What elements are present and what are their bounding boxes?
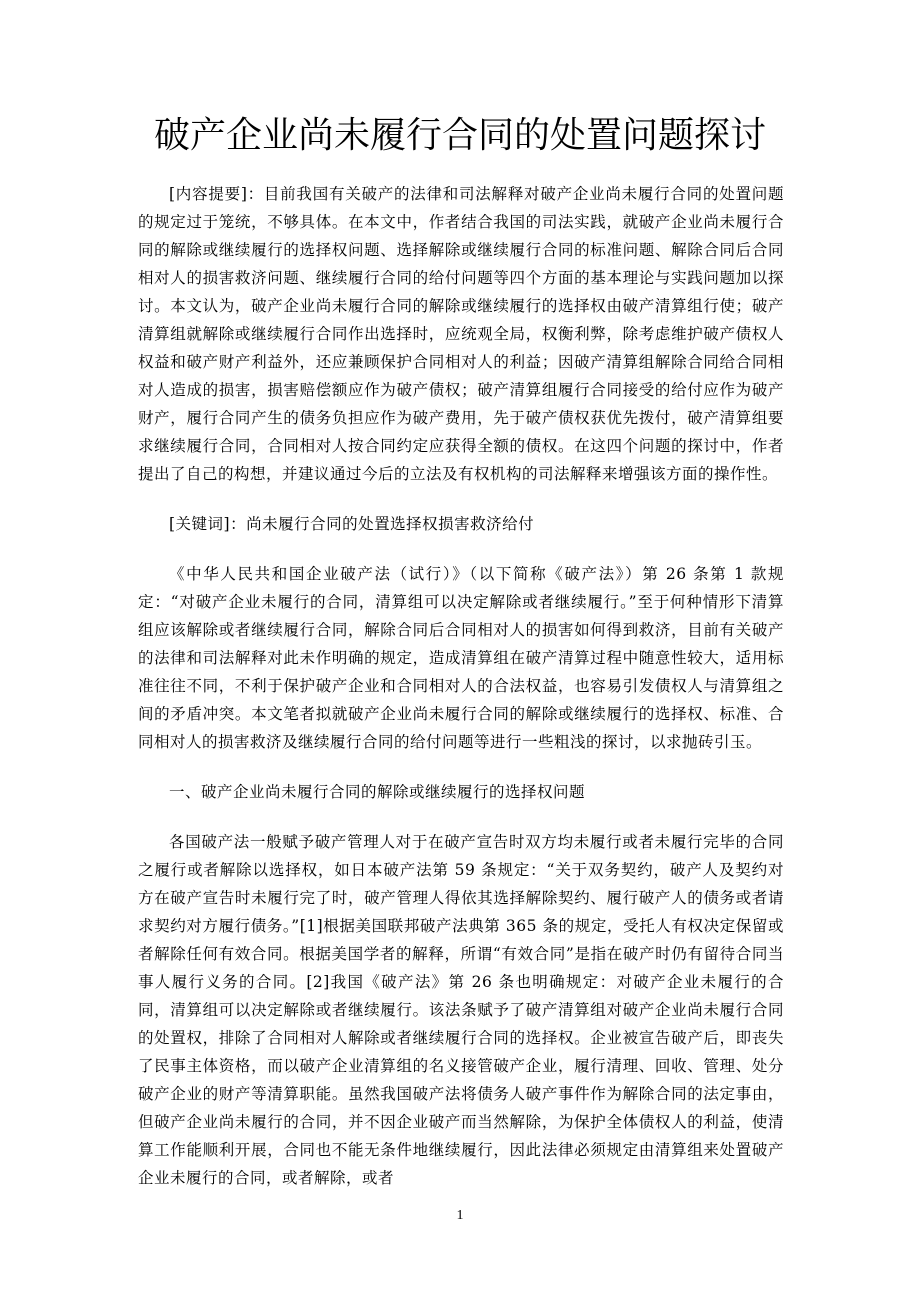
page-number: 1: [456, 1208, 464, 1223]
section-heading: 一、破产企业尚未履行合同的解除或继续履行的选择权问题: [169, 783, 586, 801]
abstract-paragraph: [内容提要]：目前我国有关破产的法律和司法解释对破产企业尚未履行合同的处置问题的规定过于笼统，不够具体。在本文中，作者结合我国的司法实践，就破产企业尚未履行合同的解除或继续履行的选择权问题、选择解除或继续履行合同的标准问题、解除合同后合同相对人的损害救济问题、继续履行合同的给付问题等四个方面的基本理论与实践问题加以探讨。本文认为，破产企业尚未履行合同的解除或继续履行的选择权由破产清算组行使；破产清算组就解除或继续履行合同作出选择时，应统观全局，权衡利弊，除考虑维护破产债权人权益和破产财产利益外，还应兼顾保护合同相对人的利益；因破产清算组解除合同给合同相对人造成的损害，损害赔偿额应作为破产债权；破产清算组履行合同接受的给付应作为破产财产，履行合同产生的债务负担应作为破产费用，先于破产债权获优先拨付，破产清算组要求继续履行合同，合同相对人按合同约定应获得全额的债权。在这四个问题的探讨中，作者提出了自己的构想，并建议通过今后的立法及有权机构的司法解释来增强该方面的操作性。: [138, 185, 784, 483]
intro-paragraph: 《中华人民共和国企业破产法（试行）》（以下简称《破产法》）第 26 条第 1 款规定：“对破产企业未履行的合同，清算组可以决定解除或者继续履行。”至于何种情形下清算组应该解除或者继续履行合同，解除合同后合同相对人的损害如何得到救济，目前有关破产的法律和司法解释对此未作明确的规定，造成清算组在破产清算过程中随意性较大，适用标准往往不同，不利于保护破产企业和合同相对人的合法权益，也容易引发债权人与清算组之间的矛盾冲突。本文笔者拟就破产企业尚未履行合同的解除或继续履行的选择权、标准、合同相对人的损害救济及继续履行合同的给付问题等进行一些粗浅的探讨，以求抛砖引玉。: [138, 565, 784, 751]
keywords-paragraph: [关键词]：尚未履行合同的处置选择权损害救济给付: [169, 515, 535, 533]
document-body: [138, 180, 784, 1214]
document-title: 破产企业尚未履行合同的处置问题探讨: [153, 115, 766, 156]
body-paragraph: 各国破产法一般赋予破产管理人对于在破产宣告时双方均未履行或者未履行完毕的合同之履行或者解除以选择权，如日本破产法第 59 条规定：“关于双务契约，破产人及契约对方在破产宣告时未履行完了时，破产管理人得依其选择解除契约、履行破产人的债务或者请求契约对方履行债务。”[1]根据美国联邦破产法典第 365 条的规定，受托人有权决定保留或者解除任何有效合同。根据美国学者的解释，所谓“有效合同”是指在破产时仍有留待合同当事人履行义务的合同。[2]我国《破产法》第 26 条也明确规定：对破产企业未履行的合同，清算组可以决定解除或者继续履行。该法条赋予了破产清算组对破产企业尚未履行合同的处置权，排除了合同相对人解除或者继续履行合同的选择权。企业被宣告破产后，即丧失了民事主体资格，而以破产企业清算组的名义接管破产企业，履行清理、回收、管理、处分破产企业的财产等清算职能。虽然我国破产法将债务人破产事件作为解除合同的法定事由，但破产企业尚未履行的合同，并不因企业破产而当然解除，为保护全体债权人的利益，使清算工作能顺利开展，合同也不能无条件地继续履行，因此法律必须规定由清算组来处置破产企业未履行的合同，或者解除，或者: [138, 833, 784, 1187]
